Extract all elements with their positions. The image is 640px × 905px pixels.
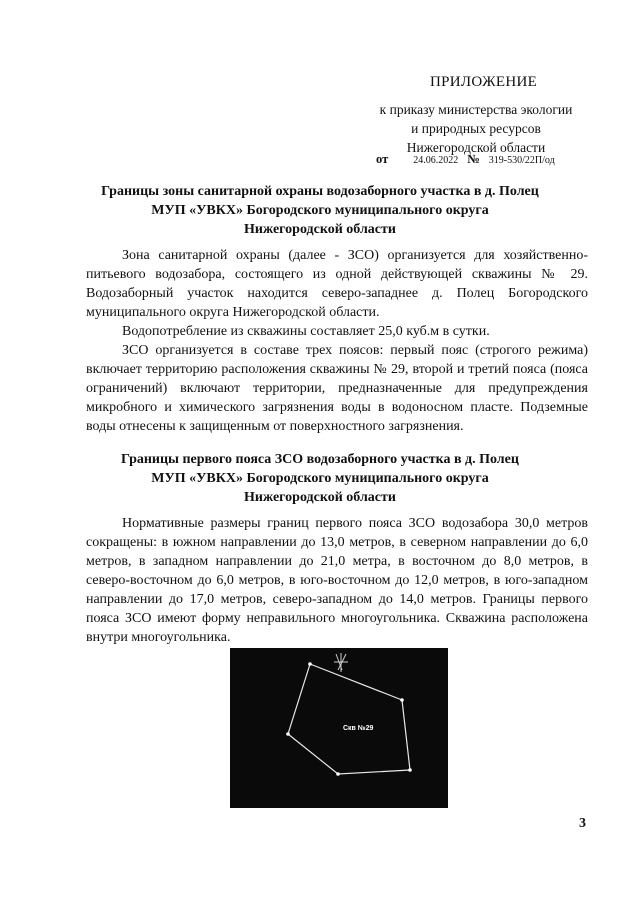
- order-reference: [376, 152, 555, 167]
- addressee-line: к приказу министерства экологии: [379, 102, 573, 117]
- section2-body: [86, 514, 588, 647]
- order-addressee: [360, 100, 592, 157]
- order-number: 319-530/22П/од: [488, 155, 555, 166]
- heading-line: Нижегородской области: [244, 222, 396, 237]
- paragraph: ЗСО организуется в составе трех поясов: первый пояс (строгого режима) включает территорию расположения скважины № 29, второй и третий пояса (пояса ограничений) включают территории, предназначенные для предупреждения микробного и химического загрязнения воды в водоносном пласте. Подземные воды отнесены к защищенным от поверхностного загрязнения.: [86, 343, 588, 434]
- section2-heading: [80, 450, 560, 507]
- section1-heading: [80, 182, 560, 239]
- heading-line: МУП «УВКХ» Богородского муниципального округа: [151, 203, 489, 218]
- from-label: от: [376, 152, 389, 166]
- paragraph: Водопотребление из скважины составляет 25,0 куб.м в сутки.: [122, 324, 490, 339]
- figure-background: [230, 648, 448, 808]
- order-date: 24.06.2022: [413, 155, 459, 166]
- vertex-marker: [286, 732, 290, 736]
- paragraph: Нормативные размеры границ первого пояса ЗСО водозабора 30,0 метров сокращены: в южном направлении до 13,0 метров, в северном направлении до 6,0 метров, в западном направлении до 21,0 метра, в восточном до 8,0 метров, в северо-восточном до 6,0 метров, в юго-восточном до 12,0 метров, в юго-западном направлении до 17,0 метров, северо-западном до 14,0 метров. Границы первого пояса ЗСО имеют форму неправильного многоугольника. Скважина расположена внутри многоугольника.: [86, 516, 588, 645]
- vertex-marker: [400, 698, 404, 702]
- section1-body: [86, 246, 588, 436]
- page-number: 3: [579, 816, 586, 831]
- heading-line: Границы зоны санитарной охраны водозаборного участка в д. Полец: [101, 184, 539, 199]
- addressee-line: и природных ресурсов: [411, 121, 541, 136]
- heading-line: МУП «УВКХ» Богородского муниципального округа: [151, 471, 489, 486]
- paragraph: Зона санитарной охраны (далее - ЗСО) организуется для хозяйственно-питьевого водозабора, состоящего из одной действующей скважины № 29. Водозаборный участок находится северо-западнее д. Полец Богородского муниципального округа Нижегородской области.: [86, 248, 588, 320]
- heading-line: Нижегородской области: [244, 490, 396, 505]
- boundary-polygon-drawing: [230, 648, 448, 808]
- addressee-line: Нижегородской области: [406, 140, 546, 155]
- zone-boundary-figure: [230, 648, 448, 808]
- heading-line: Границы первого пояса ЗСО водозаборного участка в д. Полец: [121, 452, 519, 467]
- vertex-marker: [408, 768, 412, 772]
- appendix-title: ПРИЛОЖЕНИЕ: [430, 74, 538, 90]
- well-label: Скв №29: [343, 725, 374, 732]
- vertex-marker: [336, 772, 340, 776]
- vertex-marker: [308, 662, 312, 666]
- number-sign: №: [467, 152, 480, 166]
